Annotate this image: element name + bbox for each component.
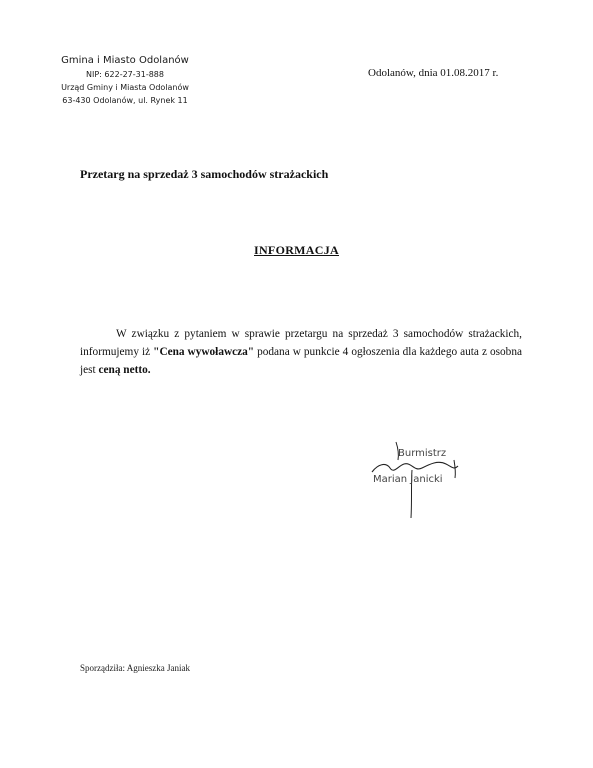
body-text-2: podana w punkcie 4 ogłoszenia dla każdego auta z osobna jest: [80, 346, 522, 376]
body-bold-net: ceną netto.: [98, 364, 151, 376]
stamp-nip: NIP: 622-27-31-888: [86, 70, 164, 79]
body-paragraph: [80, 325, 522, 379]
document-title: INFORMACJA: [254, 243, 339, 257]
subject-line: Przetarg na sprzedaż 3 samochodów strażackich: [80, 167, 329, 181]
signer-role: Burmistrz: [398, 448, 447, 459]
date-line: Odolanów, dnia 01.08.2017 r.: [368, 67, 499, 79]
letterhead-stamp: [40, 54, 210, 107]
stamp-org-name: Gmina i Miasto Odolanów: [61, 55, 189, 66]
prepared-by-line: Sporządziła: Agnieszka Janiak: [80, 663, 190, 673]
stamp-address: 63-430 Odolanów, ul. Rynek 11: [62, 96, 188, 105]
stamp-office: Urząd Gminy i Miasta Odolanów: [61, 83, 189, 92]
body-text-1: W związku z pytaniem w sprawie przetargu na sprzedaż 3 samochodów strażackich, informujemy iż: [80, 328, 522, 358]
signer-name: Marian Janicki: [373, 474, 443, 485]
body-bold-price: "Cena wywoławcza": [153, 346, 255, 358]
